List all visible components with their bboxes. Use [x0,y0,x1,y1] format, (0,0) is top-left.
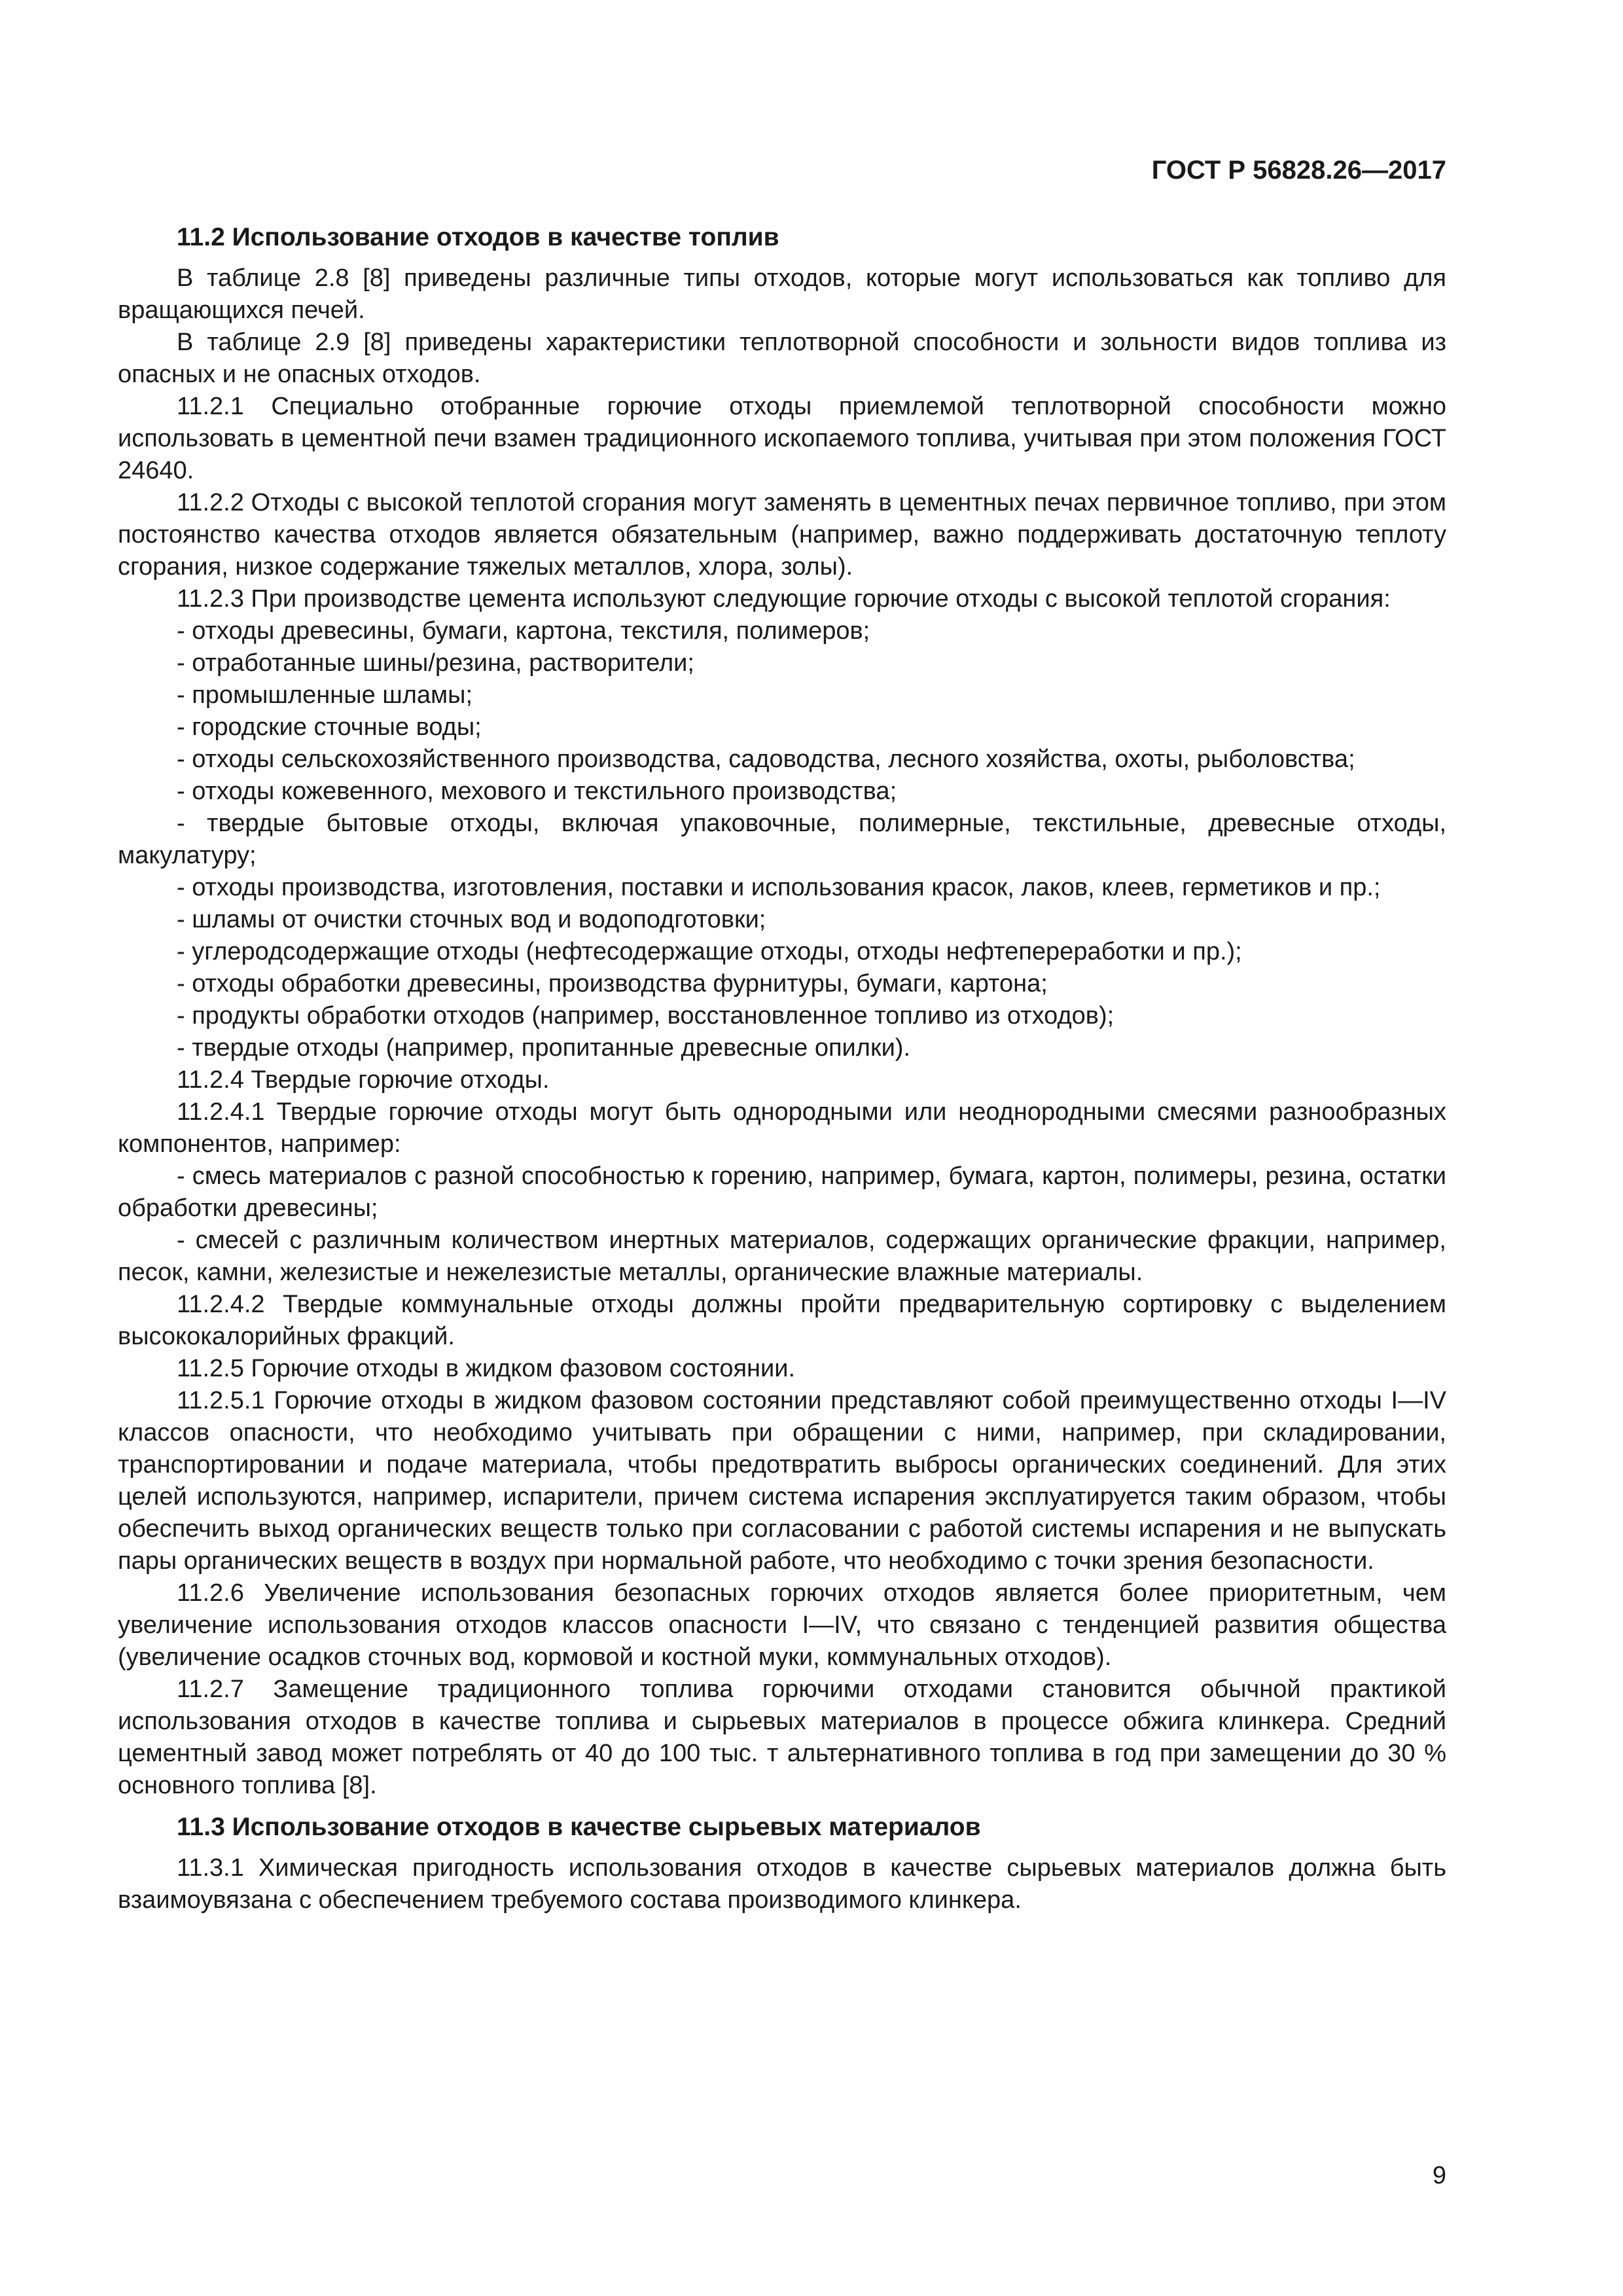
list-item: - продукты обработки отходов (например, восстановленное топливо из отходов); [177,1002,1115,1030]
clause-11-2-7: 11.2.7 Замещение традиционного топлива горючими отходами становится обычной практикой использования отходов в качестве топлива и сырьевых материалов в процессе обжига клинкера. Средний цементный завод может потреблять от 40 до 100 тыс. т альтернативного топлива в год при замещении до 30 % основного топлива [8]. [118,1676,1446,1799]
clause-11-2-1: 11.2.1 Специально отобранные горючие отходы приемлемой теплотворной способности можно использовать в цементной печи взамен традиционного ископаемого топлива, учитывая при этом положения ГОСТ 24640. [118,393,1446,484]
list-item: - смесей с различным количеством инертных материалов, содержащих органические фракции, например, песок, камни, железистые и нежелезистые металлы, органические влажные материалы. [118,1227,1446,1286]
clause-11-2-5-1: 11.2.5.1 Горючие отходы в жидком фазовом состоянии представляют собой преимущественно отходы I—IV классов опасности, что необходимо учитывать при обращении с ними, например, при складировании, транспортировании и подаче материала, чтобы предотвратить выбросы органических соединений. Для этих целей используются, например, испарители, причем система испарения эксплуатируется таким образом, чтобы обеспечить выход органических веществ только при согласовании с работой системы испарения и не выпускать пары органических веществ в воздух при нормальной работе, что необходимо с точки зрения безопасности. [118,1387,1446,1575]
list-item: - смесь материалов с разной способностью к горению, например, бумага, картон, полимеры, резина, остатки обработки древесины; [118,1162,1446,1222]
list-item: - промышленные шламы; [177,681,473,709]
clause-11-2-6: 11.2.6 Увеличение использования безопасных горючих отходов является более приоритетным, чем увеличение использования отходов классов опасности I—IV, что связано с тенденцией развития общества (увеличение осадков сточных вод, кормовой и костной муки, коммунальных отходов). [118,1579,1446,1671]
clause-11-2-3: 11.2.3 При производстве цемента используют следующие горючие отходы с высокой теплотой сгорания: [177,585,1391,613]
list-item: - шламы от очистки сточных вод и водоподготовки; [177,906,766,933]
list-item: - отходы кожевенного, мехового и текстильного производства; [177,778,897,805]
list-item: - отходы древесины, бумаги, картона, текстиля, полимеров; [177,617,870,645]
list-item: - углеродсодержащие отходы (нефтесодержащие отходы, отходы нефтепереработки и пр.); [177,938,1242,965]
paragraph: В таблице 2.9 [8] приведены характеристики теплотворной способности и зольности видов топлива из опасных и не опасных отходов. [118,329,1446,388]
clause-11-3-1: 11.3.1 Химическая пригодность использования отходов в качестве сырьевых материалов должна быть взаимоувязана с обеспечением требуемого состава производимого клинкера. [118,1854,1446,1914]
clause-11-2-4-1: 11.2.4.1 Твердые горючие отходы могут быть однородными или неоднородными смесями разнообразных компонентов, например: [118,1098,1446,1158]
list-item: - твердые бытовые отходы, включая упаковочные, полимерные, текстильные, древесные отходы, макулатуру; [118,810,1446,869]
section-heading-11-3: 11.3 Использование отходов в качестве сырьевых материалов [177,1813,981,1841]
list-item: - твердые отходы (например, пропитанные древесные опилки). [177,1034,911,1062]
document-code-header: ГОСТ Р 56828.26—2017 [1151,156,1446,185]
document-page [118,151,1446,1916]
list-item: - отходы производства, изготовления, поставки и использования красок, лаков, клеев, герметиков и пр.; [177,874,1381,901]
paragraph: В таблице 2.8 [8] приведены различные типы отходов, которые могут использоваться как топливо для вращающихся печей. [118,264,1446,324]
clause-11-2-5: 11.2.5 Горючие отходы в жидком фазовом состоянии. [177,1355,796,1382]
list-item: - отходы сельскохозяйственного производства, садоводства, лесного хозяйства, охоты, рыболовства; [177,745,1355,773]
section-heading-11-2: 11.2 Использование отходов в качестве топлив [177,223,779,251]
list-item: - отработанные шины/резина, растворители; [177,649,694,677]
list-item: - городские сточные воды; [177,713,482,741]
clause-11-2-2: 11.2.2 Отходы с высокой теплотой сгорания могут заменять в цементных печах первичное топливо, при этом постоянство качества отходов является обязательным (например, важно поддерживать достаточную теплоту сгорания, низкое содержание тяжелых металлов, хлора, золы). [118,489,1446,581]
list-item: - отходы обработки древесины, производства фурнитуры, бумаги, картона; [177,970,1048,997]
clause-11-2-4-2: 11.2.4.2 Твердые коммунальные отходы должны пройти предварительную сортировку с выделением высококалорийных фракций. [118,1291,1446,1350]
page-number: 9 [1432,2162,1446,2189]
document-body [118,221,1446,1916]
clause-11-2-4: 11.2.4 Твердые горючие отходы. [177,1066,550,1094]
